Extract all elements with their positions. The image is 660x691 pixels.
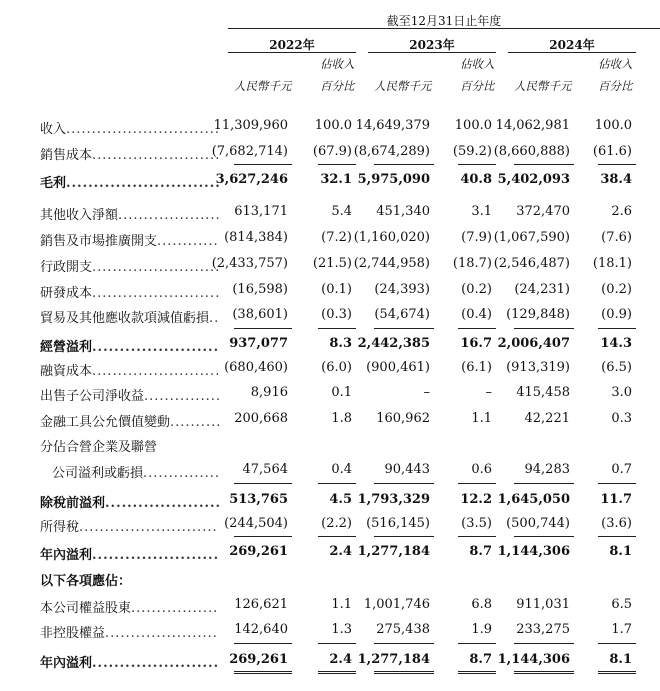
table-row (0, 516, 660, 538)
percent-cell: (0.9) (601, 307, 632, 322)
table-row (0, 307, 660, 329)
subtotal-rule (374, 164, 434, 165)
percent-cell: (0.4) (461, 307, 492, 322)
percent-cell: (7.6) (601, 230, 632, 245)
row-label (40, 597, 218, 616)
percent-cell: 0.3 (611, 411, 632, 426)
percent-cell: 8.7 (469, 652, 492, 667)
subtotal-rule (318, 536, 356, 537)
percent-cell: 1.1 (471, 411, 492, 426)
subtotal-rule (514, 536, 574, 537)
year-2022: 2022年 (269, 38, 315, 52)
percent-cell: 8.1 (609, 652, 632, 667)
subtotal-rule (458, 536, 496, 537)
percent-cell: 38.4 (600, 172, 632, 187)
amount-cell: (500,744) (506, 516, 570, 531)
subtotal-rule (234, 643, 292, 644)
row-label (40, 436, 157, 455)
period-header: 截至12月31日止年度 (386, 14, 502, 28)
percent-cell: 0.4 (331, 462, 352, 477)
amount-cell: 1,001,746 (363, 597, 430, 612)
amount-cell: 94,283 (524, 462, 570, 477)
year-2024: 2024年 (549, 38, 595, 52)
percent-cell: 32.1 (320, 172, 352, 187)
pct-label-2023-line2: 百分比 (460, 79, 495, 93)
year-2023: 2023年 (409, 38, 455, 52)
amount-cell: 1,144,306 (497, 652, 570, 667)
subtotal-rule (458, 164, 496, 165)
total-double-rule (318, 671, 356, 674)
amount-cell: 937,077 (229, 336, 288, 351)
row-label (40, 652, 219, 671)
amount-cell: (1,067,590) (493, 230, 570, 245)
row-label (40, 411, 221, 430)
row-label-text: 研發成本 (40, 286, 93, 301)
amount-cell: (680,460) (224, 360, 288, 375)
percent-cell: 16.7 (460, 336, 492, 351)
percent-cell: (67.9) (312, 144, 352, 159)
total-double-rule (234, 671, 292, 674)
amount-cell: 269,261 (229, 652, 288, 667)
table-row (0, 256, 660, 278)
leader-dots: ............ (157, 234, 219, 249)
row-label-text: 貿易及其他應收款項減值虧損 (40, 311, 210, 326)
amount-cell: 2,006,407 (497, 336, 570, 351)
table-row (0, 172, 660, 194)
subtotal-rule (458, 483, 496, 484)
amount-cell: (244,504) (224, 516, 288, 531)
percent-cell: (0.2) (601, 282, 632, 297)
leader-dots: ............................ (66, 176, 221, 191)
percent-cell: 1.1 (331, 597, 352, 612)
percent-cell: 0.6 (471, 462, 492, 477)
percent-cell: 14.3 (600, 336, 632, 351)
row-label-text: 出售子公司淨收益 (40, 389, 145, 404)
leader-dots: ......................... (92, 364, 221, 379)
subtotal-rule (374, 536, 434, 537)
percent-cell: 3.1 (471, 204, 492, 219)
table-row (0, 118, 660, 140)
row-label (40, 516, 218, 535)
amount-cell: 47,564 (242, 462, 288, 477)
row-label-text: 所得稅 (40, 520, 80, 535)
subtotal-rule (598, 164, 636, 165)
percent-cell: (7.9) (461, 230, 492, 245)
amount-cell: 5,402,093 (497, 172, 570, 187)
row-label-text: 年內溢利 (40, 656, 93, 671)
pct-label-2022-line2: 百分比 (320, 79, 355, 93)
leader-dots: ............... (144, 389, 222, 404)
row-label (40, 256, 220, 275)
table-row (0, 570, 660, 592)
amount-cell: (24,393) (374, 282, 430, 297)
subtotal-rule (234, 164, 292, 165)
unit-label-2023: 人民幣千元 (374, 79, 432, 93)
subtotal-rule (318, 483, 356, 484)
row-label-text: 行政開支 (40, 260, 93, 275)
percent-cell: (18.1) (592, 256, 632, 271)
amount-cell: (16,598) (232, 282, 288, 297)
percent-cell: 100.0 (314, 118, 352, 133)
amount-cell: (814,384) (224, 230, 288, 245)
percent-cell: (0.3) (321, 307, 352, 322)
subtotal-rule (598, 328, 636, 329)
percent-cell: 5.4 (331, 204, 352, 219)
row-label-text: 毛利 (40, 176, 67, 191)
subtotal-rule (234, 536, 292, 537)
year-rule-2023 (368, 52, 496, 53)
amount-cell: – (423, 385, 430, 400)
amount-cell: (8,674,289) (353, 144, 430, 159)
pct-label-2024-line2: 百分比 (598, 79, 633, 93)
row-label-text: 銷售及市場推廣開支 (40, 234, 158, 249)
table-row (0, 204, 660, 226)
amount-cell: (38,601) (232, 307, 288, 322)
table-row (0, 282, 660, 304)
percent-cell: 0.7 (611, 462, 632, 477)
percent-cell: 4.5 (329, 492, 352, 507)
amount-cell: (900,461) (366, 360, 430, 375)
leader-dots: .................... (118, 208, 221, 223)
amount-cell: 14,649,379 (355, 118, 430, 133)
row-label-text: 除稅前溢利 (40, 496, 106, 511)
amount-cell: (516,145) (366, 516, 430, 531)
row-label (40, 544, 219, 563)
leader-dots: ..................... (105, 496, 222, 511)
amount-cell: (54,674) (374, 307, 430, 322)
leader-dots: .............................. (66, 122, 220, 137)
percent-cell: (2.2) (321, 516, 352, 531)
amount-cell: 1,793,329 (357, 492, 430, 507)
subtotal-rule (514, 483, 574, 484)
row-label-text: 收入 (40, 122, 67, 137)
subtotal-rule (514, 164, 574, 165)
subtotal-rule (374, 483, 434, 484)
percent-cell: 2.4 (329, 652, 352, 667)
row-label-text: 其他收入淨額 (40, 208, 119, 223)
amount-cell: 200,668 (234, 411, 288, 426)
subtotal-rule (318, 328, 356, 329)
percent-cell: 3.0 (611, 385, 632, 400)
percent-cell: 1.7 (611, 622, 632, 637)
amount-cell: 1,144,306 (497, 544, 570, 559)
percent-cell: (59.2) (452, 144, 492, 159)
subtotal-rule (598, 643, 636, 644)
subtotal-rule (234, 328, 292, 329)
row-label (40, 360, 220, 379)
amount-cell: 11,309,960 (213, 118, 288, 133)
row-label (40, 570, 131, 589)
amount-cell: 42,221 (524, 411, 570, 426)
table-row (0, 436, 660, 458)
unit-label-2024: 人民幣千元 (514, 79, 572, 93)
row-label-text: 年內溢利 (40, 548, 93, 563)
table-row (0, 597, 660, 619)
percent-cell: 12.2 (460, 492, 492, 507)
amount-cell: 160,962 (376, 411, 430, 426)
unit-label-2022: 人民幣千元 (234, 79, 292, 93)
percent-cell: 40.8 (460, 172, 492, 187)
subtotal-rule (598, 536, 636, 537)
percent-cell: (6.5) (601, 360, 632, 375)
leader-dots: ...................... (105, 626, 218, 641)
subtotal-rule (318, 164, 356, 165)
percent-cell: (61.6) (592, 144, 632, 159)
table-row (0, 622, 660, 644)
amount-cell: (7,682,714) (211, 144, 288, 159)
subtotal-rule (234, 483, 292, 484)
row-label (40, 492, 221, 511)
row-label-text: 公司溢利或虧損 (52, 466, 144, 481)
total-double-rule (374, 671, 434, 674)
percent-cell: (21.5) (312, 256, 352, 271)
percent-cell: (3.6) (601, 516, 632, 531)
table-row (0, 144, 660, 166)
table-row (0, 360, 660, 382)
percent-cell: (18.7) (452, 256, 492, 271)
percent-cell: 100.0 (454, 118, 492, 133)
percent-cell: 100.0 (594, 118, 632, 133)
percent-cell: 0.1 (331, 385, 352, 400)
row-label-text: 經營溢利 (40, 340, 93, 355)
row-label-text: 非控股權益 (40, 626, 106, 641)
row-label (40, 118, 220, 137)
row-label-text: 金融工具公允價值變動 (40, 415, 171, 430)
row-label-text: 分佔合營企業及聯營 (40, 440, 158, 455)
subtotal-rule (458, 328, 496, 329)
percent-cell: (0.2) (461, 282, 492, 297)
pct-label-2024-line1: 佔收入 (598, 57, 633, 71)
amount-cell: (913,319) (506, 360, 570, 375)
total-double-rule (514, 671, 574, 674)
row-label (52, 462, 220, 481)
leader-dots: ........................... (79, 520, 218, 535)
leader-dots: ......................... (92, 286, 221, 301)
amount-cell: 3,627,246 (215, 172, 288, 187)
row-label-text: 以下各項應佔： (40, 574, 132, 589)
amount-cell: 2,442,385 (357, 336, 430, 351)
leader-dots: .. (209, 311, 220, 326)
amount-cell: (129,848) (506, 307, 570, 322)
leader-dots: ....................... (92, 340, 220, 355)
table-row (0, 462, 660, 484)
subtotal-rule (374, 328, 434, 329)
amount-cell: (2,433,757) (211, 256, 288, 271)
row-label (40, 307, 219, 326)
leader-dots: ................. (131, 601, 219, 616)
amount-cell: 275,438 (376, 622, 430, 637)
leader-dots: ......................... (92, 148, 221, 163)
subtotal-rule (514, 328, 574, 329)
amount-cell: (2,744,958) (353, 256, 430, 271)
amount-cell: (8,660,888) (493, 144, 570, 159)
amount-cell: (1,160,020) (353, 230, 430, 245)
subtotal-rule (318, 643, 356, 644)
amount-cell: 90,443 (384, 462, 430, 477)
percent-cell: (0.1) (321, 282, 352, 297)
amount-cell: (24,231) (514, 282, 570, 297)
table-row (0, 544, 660, 566)
amount-cell: 513,765 (229, 492, 288, 507)
amount-cell: 233,275 (516, 622, 570, 637)
leader-dots: ......................... (92, 260, 221, 275)
pct-label-2023-line1: 佔收入 (460, 57, 495, 71)
row-label (40, 622, 218, 641)
percent-cell: 8.1 (609, 544, 632, 559)
subtotal-rule (458, 643, 496, 644)
row-label (40, 172, 221, 191)
leader-dots: ............... (143, 466, 221, 481)
leader-dots: .......... (170, 415, 222, 430)
amount-cell: 451,340 (376, 204, 430, 219)
header-rule (228, 28, 660, 29)
subtotal-rule (374, 643, 434, 644)
row-label-text: 融資成本 (40, 364, 93, 379)
percent-cell: (6.0) (321, 360, 352, 375)
percent-cell: 6.5 (611, 597, 632, 612)
amount-cell: 911,031 (516, 597, 570, 612)
row-label-text: 本公司權益股東 (40, 601, 132, 616)
total-double-rule (458, 671, 496, 674)
amount-cell: 1,645,050 (497, 492, 570, 507)
percent-cell: – (485, 385, 492, 400)
percent-cell: (7.2) (321, 230, 352, 245)
percent-cell: 1.9 (471, 622, 492, 637)
amount-cell: 372,470 (516, 204, 570, 219)
percent-cell: 8.7 (469, 544, 492, 559)
amount-cell: 14,062,981 (495, 118, 570, 133)
row-label (40, 385, 221, 404)
amount-cell: 126,621 (234, 597, 288, 612)
amount-cell: 8,916 (250, 385, 288, 400)
row-label (40, 282, 220, 301)
pct-label-2022-line1: 佔收入 (320, 57, 355, 71)
subtotal-rule (514, 643, 574, 644)
subtotal-rule (598, 483, 636, 484)
total-double-rule (598, 671, 636, 674)
amount-cell: 5,975,090 (357, 172, 430, 187)
percent-cell: 1.3 (331, 622, 352, 637)
amount-cell: 1,277,184 (357, 544, 430, 559)
table-row (0, 230, 660, 252)
amount-cell: 1,277,184 (357, 652, 430, 667)
row-label (40, 204, 221, 223)
row-label (40, 230, 219, 249)
percent-cell: 2.6 (611, 204, 632, 219)
amount-cell: 613,171 (234, 204, 288, 219)
percent-cell: 1.8 (331, 411, 352, 426)
amount-cell: 269,261 (229, 544, 288, 559)
percent-cell: 6.8 (471, 597, 492, 612)
table-row (0, 411, 660, 433)
row-label-text: 銷售成本 (40, 148, 93, 163)
table-row (0, 492, 660, 514)
amount-cell: 415,458 (516, 385, 570, 400)
leader-dots: ....................... (92, 656, 220, 671)
amount-cell: (2,546,487) (493, 256, 570, 271)
percent-cell: 8.3 (329, 336, 352, 351)
table-row (0, 336, 660, 358)
year-rule-2022 (228, 52, 356, 53)
table-row (0, 385, 660, 407)
year-rule-2024 (508, 52, 636, 53)
percent-cell: (6.1) (461, 360, 492, 375)
percent-cell: 11.7 (600, 492, 632, 507)
percent-cell: 2.4 (329, 544, 352, 559)
percent-cell: (3.5) (461, 516, 492, 531)
leader-dots: ....................... (92, 548, 220, 563)
row-label (40, 144, 220, 163)
row-label (40, 336, 219, 355)
amount-cell: 142,640 (234, 622, 288, 637)
